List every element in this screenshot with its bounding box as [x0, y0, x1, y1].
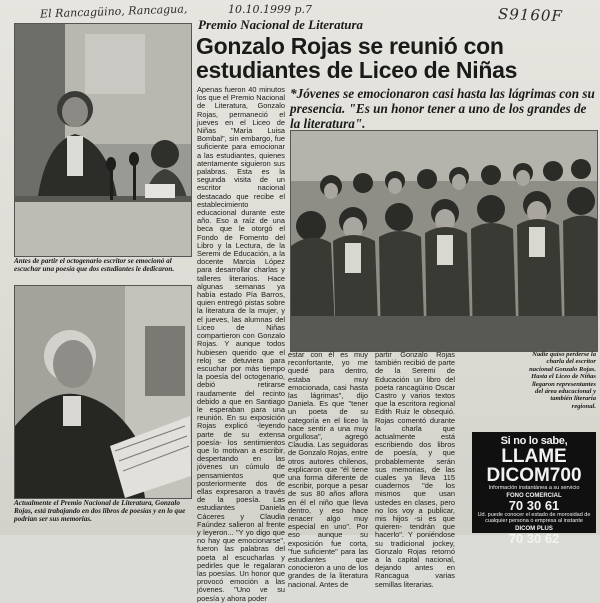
- photo-students-audience: [290, 130, 598, 352]
- ad-phone-label: FONO COMERCIAL: [506, 493, 562, 499]
- caption-photo-1: Antes de partir el octogenario escritor se emocionó al escuchar una poesía que dos estudiantes le dedicaron.: [14, 257, 175, 273]
- dicom-advertisement: [472, 432, 596, 546]
- handwritten-source: El Rancagüino, Rancagua,: [39, 2, 188, 21]
- photo-poet-reading: [14, 285, 192, 499]
- article-column-2: estar con él es muy reconfortante, yo me quedé para dentro, estaba muy emocionada, casi hasta las lágrimas", dijo Daniela. Es que "tener un poeta de su categoría en el liceo la hace sentir a una muy orgullosa", agregó Claudia. Las seguidoras de Gonzalo Rojas, entre otros autores chilenos, explicaron que "él tiene una forma diferente de escribir, porque a pesar de sus 80 años aflora en él el niño que lleva dentro, y eso hace renacer algo muy especial en uno". Por eso aunque su exposición fue corta, "fue suficiente" para las estudiantes que conocieron a uno de los grandes de la literatura nacional. Antes de: [288, 350, 368, 589]
- ad-tagline: Si no lo sabe,: [500, 435, 568, 447]
- headline: Gonzalo Rojas se reunió con estudiantes de Liceo de Niñas: [196, 33, 518, 83]
- article-column-3: partir Gonzalo Rojas también recibió de parte de la Seremi de Educación un libro del poeta rancagüino Oscar Castro y varios textos que la escritora regional Edith Ruiz le obsequió. Rojas comentó durante la charla que actualmente está escribiendo dos libros de poesía, y que probablemente serán sus memorias, de las cuales ya lleva 115 cuadernos "de los mismos que usan ustedes en clases, pero no los voy a publicar, mis hijos -si es que quieren- tendrán que hacerlo". Y poniéndose su tradicional jockey, Gonzalo Rojas retornó a la capital nacional, dejando antes en Rancagua varias semillas literarias.: [375, 350, 455, 589]
- ad-details: Ud. puede conocer el estado de morosidad de cualquier persona o empresa al instante: [477, 512, 591, 524]
- section-label: Premio Nacional de Literatura: [198, 17, 364, 32]
- ad-plus-phone: 70 30 62: [508, 531, 560, 546]
- caption-photo-2: Actualmente el Premio Nacional de Literatura, Gonzalo Rojas, está trabajando en dos libros de poesías y en lo que podrían ser sus memorias.: [14, 499, 186, 523]
- ad-info: Información instantánea a su servicio: [488, 485, 580, 491]
- ad-plus-label: DICOM PLUS: [515, 526, 553, 532]
- ad-phone: 70 30 61: [508, 498, 560, 513]
- handwritten-date: 10.10.1999 p.7: [228, 3, 313, 16]
- ad-brand-line-2: DICOM700: [486, 465, 582, 486]
- photo-poet-at-table: [14, 23, 192, 257]
- handwritten-archive-code: S9160F: [497, 4, 564, 26]
- ad-brand-line-1: LLAME: [501, 446, 567, 467]
- subheadline: *Jóvenes se emocionaron casi hasta las lágrimas con su presencia. "Es un honor tener a uno de los grandes de la literatura".: [290, 86, 595, 131]
- caption-photo-3: Nadie quiso perderse la charla del escritor nacional Gonzalo Rojas. Hasta el Liceo de Niñas llegaron representantes del área educacional y también literaria regional.: [529, 351, 596, 410]
- article-column-1: Apenas fueron 40 minutos los que el Premio Nacional de Literatura, Gonzalo Rojas, permaneció el jueves en el Liceo de Niñas "María Luisa Bombal", sin embargo, fue suficiente para emocionar a las estudiantes, quienes atentamente siguieron sus palabras. Esta es la segunda visita de un escritor nacional destacado que recibe el establecimiento educacional durante este año. Eso a raíz de una beca que le otorgó el Fondo de Fomento del Libro y la Lectura, de la Seremi de Educación, a la docente Marcia López para desarrollar charlas y talleres literarios. Hace algunas semanas ya había estado Pía Barros, quien entregó pistas sobre la literatura de la mujer, y el jueves, las alumnas del Liceo de Niñas compartieron con Gonzalo Rojas. Y aunque todos hubiesen querido que el reloj se detuviera para escuchar por más tiempo la poesía del octogenario, debió retirarse raudamente del recinto debido a que en Santiago le esperaban para una reunión. En su exposición Rojas explicó -leyendo parte de su extensa poesía- los sentimientos que lo motivan a escribir, despertando en las jóvenes un cúmulo de pensamientos que posteriormente dos de ellas expresaron a través de la poesía. Las estudiantes Daniela Cáceres y Claudia Faúndez salieron al frente y leyeron... "Y yo digo que no hay que emocionarse", fueron las palabras del poeta al escucharlas y pedirles que le regalaran las poesías. Un honor que provocó emoción a las jóvenes. "Uno ve su poesía y ahora poder: [197, 85, 285, 603]
